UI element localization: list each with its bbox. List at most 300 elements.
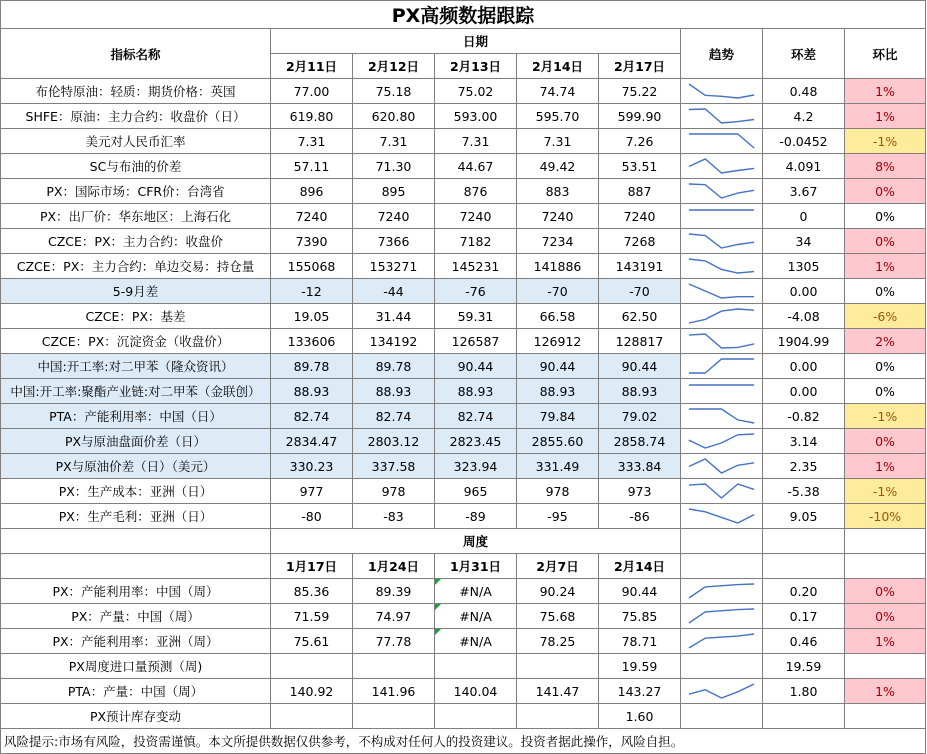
pct-cell: 0% [845, 379, 926, 404]
value-cell: 126912 [517, 329, 599, 354]
sparkline-series [689, 284, 754, 298]
table-row [1, 379, 926, 404]
value-cell: 595.70 [517, 104, 599, 129]
value-cell: 90.44 [599, 579, 681, 604]
value-cell: -70 [517, 279, 599, 304]
pct-cell: -1% [845, 479, 926, 504]
table-row [1, 404, 926, 429]
date-header: 2月14日 [599, 554, 681, 579]
trend-sparkline [681, 254, 763, 279]
value-cell: 593.00 [435, 104, 517, 129]
value-cell: 143.27 [599, 679, 681, 704]
value-cell: 31.44 [353, 304, 435, 329]
table-row [1, 454, 926, 479]
value-cell: 88.93 [599, 379, 681, 404]
sparkline-series [689, 184, 754, 198]
sparkline-series [689, 159, 754, 173]
value-cell: 89.78 [353, 354, 435, 379]
date-header: 2月7日 [517, 554, 599, 579]
pct-header: 环比 [845, 29, 926, 79]
value-cell: 79.02 [599, 404, 681, 429]
value-cell: 333.84 [599, 454, 681, 479]
value-cell: 7.31 [271, 129, 353, 154]
row-label: CZCE：PX：主力合约：收盘价 [1, 229, 271, 254]
value-cell: 89.39 [353, 579, 435, 604]
table-row [1, 479, 926, 504]
value-cell: 2834.47 [271, 429, 353, 454]
row-label: CZCE：PX：沉淀资金（收盘价） [1, 329, 271, 354]
value-cell: 88.93 [517, 379, 599, 404]
sparkline-chart [681, 679, 762, 703]
table-row [1, 504, 926, 529]
value-cell: 7240 [353, 204, 435, 229]
value-cell: 619.80 [271, 104, 353, 129]
sparkline-series [689, 634, 754, 648]
footer-row [1, 729, 926, 754]
value-cell: 895 [353, 179, 435, 204]
pct-cell [845, 704, 926, 729]
change-cell: 3.67 [763, 179, 845, 204]
value-cell: 7390 [271, 229, 353, 254]
date-group-header: 日期 [271, 29, 681, 54]
value-cell: -83 [353, 504, 435, 529]
sparkline-series [689, 459, 754, 473]
value-cell: 66.58 [517, 304, 599, 329]
value-cell: 133606 [271, 329, 353, 354]
row-label: 中国:开工率:对二甲苯（隆众资讯） [1, 354, 271, 379]
value-cell: 90.24 [517, 579, 599, 604]
trend-sparkline [681, 104, 763, 129]
table-title: PX高频数据跟踪 [1, 1, 926, 29]
value-cell: 7.31 [517, 129, 599, 154]
value-cell: 19.05 [271, 304, 353, 329]
value-cell: 90.44 [517, 354, 599, 379]
value-cell: 7366 [353, 229, 435, 254]
value-cell: 7234 [517, 229, 599, 254]
trend-sparkline [681, 129, 763, 154]
weekly-blank [845, 529, 926, 554]
row-label: SHFE：原油：主力合约：收盘价（日） [1, 104, 271, 129]
value-cell: 7.31 [353, 129, 435, 154]
value-cell: 44.67 [435, 154, 517, 179]
sparkline-chart [681, 329, 762, 353]
value-cell [517, 654, 599, 679]
change-cell: 34 [763, 229, 845, 254]
value-cell: #N/A [435, 629, 517, 654]
value-cell: 75.22 [599, 79, 681, 104]
date-header: 2月13日 [435, 54, 517, 79]
value-cell: 85.36 [271, 579, 353, 604]
sparkline-chart [681, 629, 762, 653]
value-cell: 599.90 [599, 104, 681, 129]
value-cell: 7.26 [599, 129, 681, 154]
pct-cell: 0% [845, 604, 926, 629]
sparkline-chart [681, 179, 762, 203]
row-label: PX：产能利用率：中国（周） [1, 579, 271, 604]
row-label: SC与布油的价差 [1, 154, 271, 179]
weekly-blank [763, 529, 845, 554]
sparkline-chart [681, 354, 762, 378]
value-cell: -76 [435, 279, 517, 304]
pct-cell: 0% [845, 204, 926, 229]
table-row [1, 254, 926, 279]
value-cell: 141886 [517, 254, 599, 279]
pct-cell: -6% [845, 304, 926, 329]
trend-empty [681, 704, 763, 729]
value-cell [353, 704, 435, 729]
value-cell: 7240 [517, 204, 599, 229]
change-cell: -0.0452 [763, 129, 845, 154]
row-label: PX与原油价差（日）（美元） [1, 454, 271, 479]
sparkline-chart [681, 254, 762, 278]
change-cell: -0.82 [763, 404, 845, 429]
change-cell: 0.00 [763, 354, 845, 379]
pct-cell: 1% [845, 79, 926, 104]
table-row [1, 304, 926, 329]
value-cell: 1.60 [599, 704, 681, 729]
value-cell: 88.93 [353, 379, 435, 404]
value-cell: 331.49 [517, 454, 599, 479]
weekly-blank [845, 554, 926, 579]
value-cell: 88.93 [271, 379, 353, 404]
indicator-header: 指标名称 [1, 29, 271, 79]
value-cell: 59.31 [435, 304, 517, 329]
value-cell: 620.80 [353, 104, 435, 129]
date-header: 1月17日 [271, 554, 353, 579]
trend-sparkline [681, 404, 763, 429]
sparkline-chart [681, 404, 762, 428]
value-cell: 75.02 [435, 79, 517, 104]
trend-sparkline [681, 279, 763, 304]
table-row [1, 354, 926, 379]
value-cell: 79.84 [517, 404, 599, 429]
change-cell: 1305 [763, 254, 845, 279]
value-cell: 7268 [599, 229, 681, 254]
value-cell: 75.18 [353, 79, 435, 104]
value-cell: 78.71 [599, 629, 681, 654]
trend-sparkline [681, 679, 763, 704]
sparkline-chart [681, 204, 762, 228]
date-header: 2月17日 [599, 54, 681, 79]
value-cell: 143191 [599, 254, 681, 279]
sparkline-series [689, 334, 754, 348]
change-cell: 0.48 [763, 79, 845, 104]
sparkline-chart [681, 379, 762, 403]
trend-sparkline [681, 329, 763, 354]
value-cell: 141.47 [517, 679, 599, 704]
value-cell: 90.44 [435, 354, 517, 379]
trend-sparkline [681, 629, 763, 654]
value-cell: -95 [517, 504, 599, 529]
table-row [1, 654, 926, 679]
sparkline-chart [681, 304, 762, 328]
sparkline-series [689, 484, 754, 498]
row-label: CZCE：PX：主力合约：单边交易：持仓量 [1, 254, 271, 279]
value-cell: 7240 [435, 204, 517, 229]
change-cell: 0.17 [763, 604, 845, 629]
table-row [1, 604, 926, 629]
table-row [1, 579, 926, 604]
change-cell: 0 [763, 204, 845, 229]
sparkline-chart [681, 154, 762, 178]
value-cell: 2858.74 [599, 429, 681, 454]
value-cell: 323.94 [435, 454, 517, 479]
pct-cell [845, 654, 926, 679]
value-cell: -44 [353, 279, 435, 304]
value-cell [353, 654, 435, 679]
table-row [1, 179, 926, 204]
risk-disclaimer: 风险提示:市场有风险，投资需谨慎。本文所提供数据仅供参考，不构成对任何人的投资建议。投资者据此操作，风险自担。 [1, 729, 926, 754]
value-cell: -80 [271, 504, 353, 529]
sparkline-series [689, 684, 754, 698]
row-label: PX：生产毛利：亚洲（日） [1, 504, 271, 529]
trend-sparkline [681, 579, 763, 604]
table-row [1, 629, 926, 654]
change-cell: 2.35 [763, 454, 845, 479]
table-row [1, 329, 926, 354]
value-cell: 75.61 [271, 629, 353, 654]
pct-cell: 8% [845, 154, 926, 179]
change-cell: 1904.99 [763, 329, 845, 354]
pct-cell: 0% [845, 354, 926, 379]
row-label: 5-9月差 [1, 279, 271, 304]
table-row [1, 279, 926, 304]
row-label: PX：产能利用率：亚洲（周） [1, 629, 271, 654]
sparkline-chart [681, 579, 762, 603]
value-cell: 141.96 [353, 679, 435, 704]
trend-sparkline [681, 179, 763, 204]
value-cell: 88.93 [435, 379, 517, 404]
value-cell: -89 [435, 504, 517, 529]
trend-sparkline [681, 379, 763, 404]
value-cell: 78.25 [517, 629, 599, 654]
pct-cell: 1% [845, 629, 926, 654]
sparkline-series [689, 609, 754, 623]
sparkline-chart [681, 104, 762, 128]
value-cell: 977 [271, 479, 353, 504]
value-cell: 978 [517, 479, 599, 504]
value-cell: 7182 [435, 229, 517, 254]
value-cell: 155068 [271, 254, 353, 279]
value-cell: 75.68 [517, 604, 599, 629]
table-row [1, 429, 926, 454]
sparkline-chart [681, 479, 762, 503]
date-header: 1月31日 [435, 554, 517, 579]
change-cell: 4.091 [763, 154, 845, 179]
row-label: 布伦特原油：轻质：期货价格：英国 [1, 79, 271, 104]
change-cell: 0.00 [763, 279, 845, 304]
weekly-blank [1, 529, 271, 554]
change-cell: -4.08 [763, 304, 845, 329]
row-label: PX：出厂价：华东地区：上海石化 [1, 204, 271, 229]
sparkline-series [689, 309, 754, 323]
row-label: PTA：产量：中国（周） [1, 679, 271, 704]
sparkline-chart [681, 429, 762, 453]
trend-sparkline [681, 604, 763, 629]
table-row [1, 79, 926, 104]
value-cell: 7240 [599, 204, 681, 229]
value-cell: 7240 [271, 204, 353, 229]
sparkline-series [689, 409, 754, 423]
weekly-blank [763, 554, 845, 579]
change-cell: 3.14 [763, 429, 845, 454]
value-cell: 2823.45 [435, 429, 517, 454]
value-cell: 77.78 [353, 629, 435, 654]
pct-cell: -1% [845, 404, 926, 429]
weekly-blank [681, 529, 763, 554]
sparkline-chart [681, 229, 762, 253]
table-row [1, 679, 926, 704]
value-cell: 2855.60 [517, 429, 599, 454]
value-cell: 128817 [599, 329, 681, 354]
value-cell: 973 [599, 479, 681, 504]
table-row [1, 704, 926, 729]
table-row [1, 104, 926, 129]
date-header: 2月11日 [271, 54, 353, 79]
value-cell: 89.78 [271, 354, 353, 379]
value-cell: 82.74 [435, 404, 517, 429]
trend-sparkline [681, 479, 763, 504]
row-label: PX与原油盘面价差（日） [1, 429, 271, 454]
sparkline-series [689, 509, 754, 523]
value-cell: 19.59 [599, 654, 681, 679]
pct-cell: 1% [845, 254, 926, 279]
trend-sparkline [681, 504, 763, 529]
sparkline-series [689, 434, 754, 448]
trend-empty [681, 654, 763, 679]
value-cell: 82.74 [353, 404, 435, 429]
value-cell: 77.00 [271, 79, 353, 104]
weekly-group-row [1, 529, 926, 554]
table-row [1, 229, 926, 254]
weekly-group-header: 周度 [271, 529, 681, 554]
table-row [1, 204, 926, 229]
trend-header: 趋势 [681, 29, 763, 79]
sparkline-series [689, 109, 754, 123]
value-cell: 62.50 [599, 304, 681, 329]
date-header: 2月14日 [517, 54, 599, 79]
title-row [1, 1, 926, 29]
value-cell: 145231 [435, 254, 517, 279]
value-cell: 978 [353, 479, 435, 504]
value-cell: 75.85 [599, 604, 681, 629]
sparkline-chart [681, 279, 762, 303]
value-cell: 126587 [435, 329, 517, 354]
value-cell: 90.44 [599, 354, 681, 379]
pct-cell: 0% [845, 429, 926, 454]
value-cell: 74.74 [517, 79, 599, 104]
value-cell: #N/A [435, 604, 517, 629]
change-cell: 4.2 [763, 104, 845, 129]
value-cell: 134192 [353, 329, 435, 354]
trend-sparkline [681, 354, 763, 379]
row-label: CZCE：PX：基差 [1, 304, 271, 329]
value-cell: -70 [599, 279, 681, 304]
value-cell: 49.42 [517, 154, 599, 179]
value-cell: 330.23 [271, 454, 353, 479]
value-cell: 71.30 [353, 154, 435, 179]
sparkline-series [689, 84, 754, 98]
value-cell: 883 [517, 179, 599, 204]
pct-cell: 1% [845, 679, 926, 704]
change-cell: 0.46 [763, 629, 845, 654]
change-cell [763, 704, 845, 729]
pct-cell: 1% [845, 104, 926, 129]
value-cell [435, 654, 517, 679]
sparkline-chart [681, 79, 762, 103]
row-label: PTA：产能利用率：中国（日） [1, 404, 271, 429]
row-label: PX：国际市场：CFR价：台湾省 [1, 179, 271, 204]
value-cell: 71.59 [271, 604, 353, 629]
sparkline-series [689, 359, 754, 373]
row-label: PX周度进口量预测（周) [1, 654, 271, 679]
table-row [1, 129, 926, 154]
row-label: 中国:开工率:聚酯产业链:对二甲苯（金联创） [1, 379, 271, 404]
value-cell: 337.58 [353, 454, 435, 479]
table-row [1, 154, 926, 179]
change-cell: -5.38 [763, 479, 845, 504]
change-cell: 0.20 [763, 579, 845, 604]
sparkline-chart [681, 504, 762, 528]
weekly-blank [1, 554, 271, 579]
pct-cell: -1% [845, 129, 926, 154]
pct-cell: 2% [845, 329, 926, 354]
row-label: PX：生产成本：亚洲（日） [1, 479, 271, 504]
value-cell: 896 [271, 179, 353, 204]
pct-cell: 0% [845, 179, 926, 204]
trend-sparkline [681, 79, 763, 104]
change-cell: 1.80 [763, 679, 845, 704]
sparkline-chart [681, 454, 762, 478]
trend-sparkline [681, 454, 763, 479]
row-label: PX预计库存变动 [1, 704, 271, 729]
trend-sparkline [681, 154, 763, 179]
sparkline-series [689, 259, 754, 273]
pct-cell: 0% [845, 579, 926, 604]
weekly-blank [681, 554, 763, 579]
value-cell [271, 654, 353, 679]
pct-cell: 0% [845, 279, 926, 304]
weekly-date-row [1, 554, 926, 579]
value-cell: 153271 [353, 254, 435, 279]
date-header: 2月12日 [353, 54, 435, 79]
sparkline-chart [681, 604, 762, 628]
value-cell: 7.31 [435, 129, 517, 154]
value-cell [517, 704, 599, 729]
trend-sparkline [681, 429, 763, 454]
sparkline-chart [681, 129, 762, 153]
sparkline-series [689, 584, 754, 598]
pct-cell: -10% [845, 504, 926, 529]
change-cell: 0.00 [763, 379, 845, 404]
value-cell: 965 [435, 479, 517, 504]
value-cell [271, 704, 353, 729]
change-header: 环差 [763, 29, 845, 79]
row-label: 美元对人民币汇率 [1, 129, 271, 154]
pct-cell: 0% [845, 229, 926, 254]
header-row-1 [1, 29, 926, 54]
value-cell: 82.74 [271, 404, 353, 429]
sparkline-series [689, 134, 754, 148]
value-cell: #N/A [435, 579, 517, 604]
value-cell: 53.51 [599, 154, 681, 179]
sparkline-series [689, 234, 754, 248]
value-cell: 876 [435, 179, 517, 204]
trend-sparkline [681, 204, 763, 229]
row-label: PX：产量：中国（周） [1, 604, 271, 629]
trend-sparkline [681, 229, 763, 254]
value-cell: 74.97 [353, 604, 435, 629]
